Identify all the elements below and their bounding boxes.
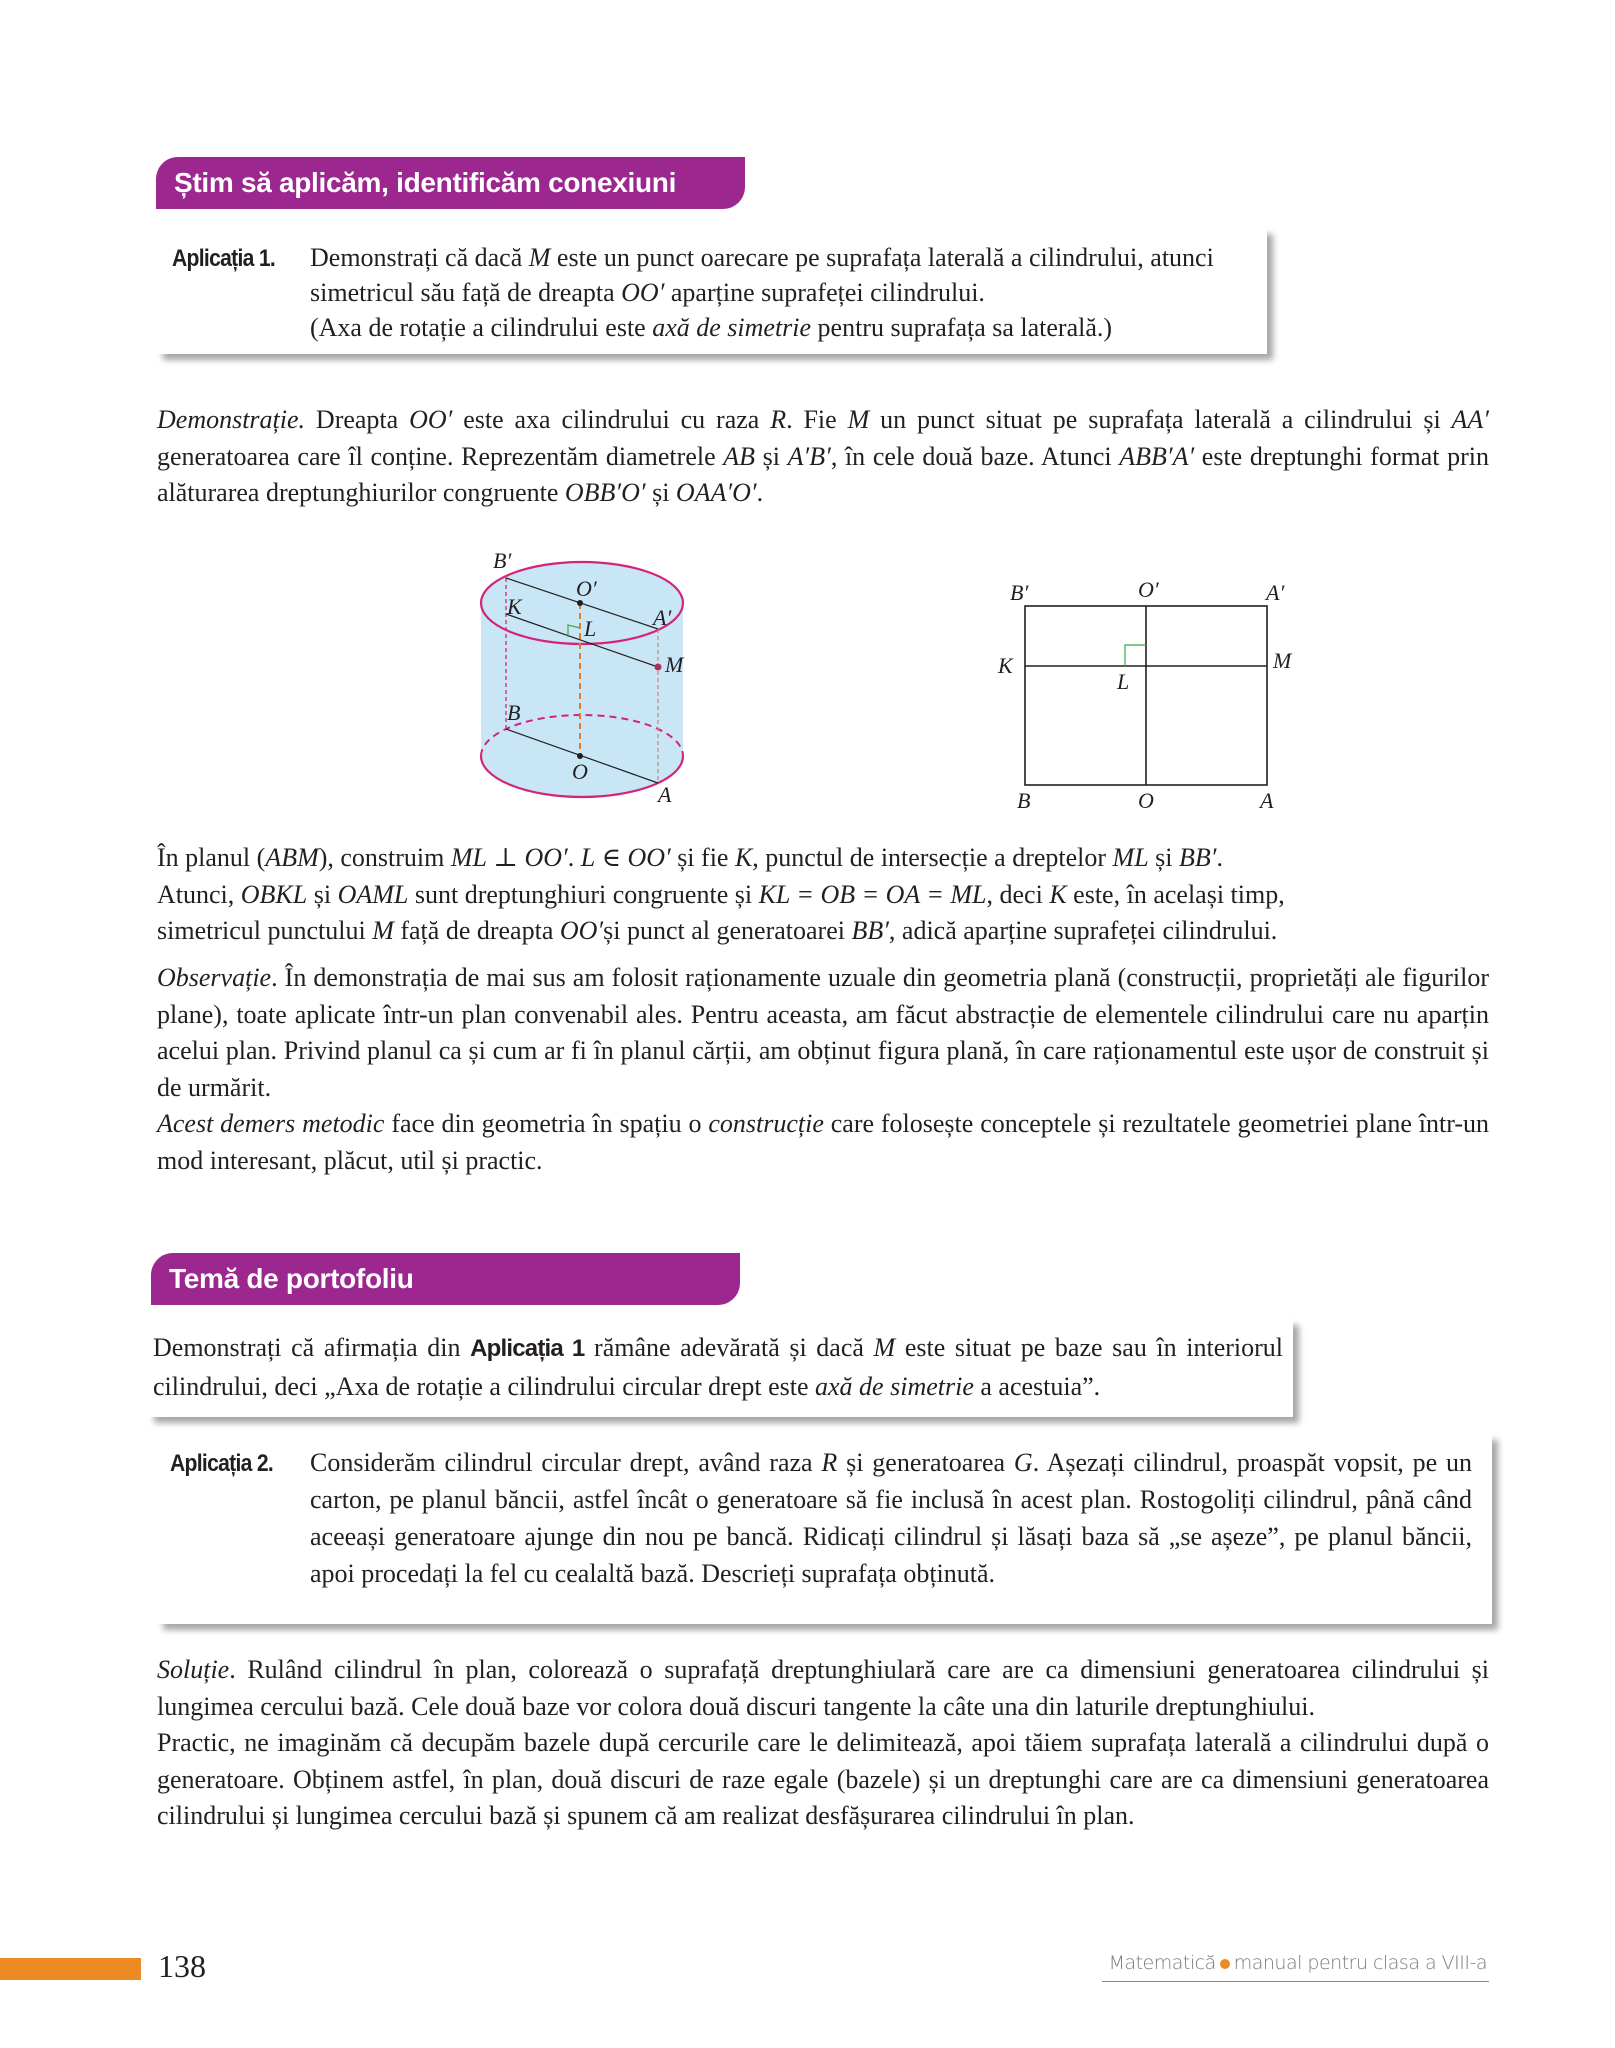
book-title: Matematică manual pentru clasa a VIII-a [1108, 1952, 1487, 1974]
label-b-prime: B′ [493, 548, 512, 573]
label-l: L [584, 616, 597, 641]
application-2-box [157, 1434, 1492, 1624]
demonstration-label: Demonstrație. [157, 405, 306, 434]
application-1-label: Aplicația 1. [172, 245, 276, 272]
application-1-text: Demonstrați că dacă M este un punct oarecare pe suprafața laterală a cilindrului, atunci simetricul său față de dreapta OO′ aparține suprafeței cilindrului. (Axa de rotație a cilindrului este axă de simetrie pentru suprafața sa laterală.) [310, 243, 1214, 342]
label-k: K [507, 594, 522, 619]
observation-paragraph: Observație. În demonstrația de mai sus am folosit raționamente uzuale din geometria plană (construcții, proprietăți ale figurilor plane), toate aplicate într-un plan convenabil ales. Pentru aceasta, am făcut abstracție de elementele cilindrului care nu aparțin acelui plan. Privind planul ca și cum ar fi în planul cărții, am obținut figura plană, în care raționamentul este ușor de construit și de urmărit. Acest demers metodic face din geometria în spațiu o construcție care folosește conceptele și rezultatele geometriei plane într-un mod interesant, plăcut, util și practic. [157, 963, 1490, 1175]
label-o-prime: O′ [576, 576, 597, 601]
label-b: B [507, 700, 521, 725]
rect-label-b-prime: B′ [1010, 580, 1029, 605]
rect-label-a: A [1260, 788, 1274, 813]
demonstration-paragraph: Demonstrație. Dreapta OO′ este axa cilindrului cu raza R. Fie M un punct situat pe suprafața laterală a cilindrului și AA′ generatoarea care îl conține. Reprezentăm diametrele AB și A′B′, în cele două baze. Atunci ABB′A′ este dreptunghi format prin alăturarea dreptunghiurilor congruente OBB′O′ și OAA′O′. [157, 405, 1489, 507]
solution-paragraph: Soluție. Rulând cilindrul în plan, colorează o suprafață dreptunghiulară care are ca dimensiuni generatoarea cilindrului și lungimea cercului bază. Cele două baze vor colora două discuri tangente la câte una din laturile dreptunghiului. Practic, ne imaginăm că decupăm bazele după cercurile care le delimitează, apoi tăiem suprafața laterală a cilindrului după o generatoare. Obținem astfel, în plan, două discuri de raze egale (bazele) și un dreptunghi care are ca dimensiuni generatoarea cilindrului și lungimea cercului bază și spunem că am realizat desfășurarea cilindrului în plan. [157, 1655, 1489, 1830]
label-a-prime: A′ [653, 605, 672, 630]
footer-accent-bar [0, 1958, 141, 1980]
observation-label: Observație [157, 963, 272, 992]
cylinder-figure [460, 540, 720, 820]
footer-rule [1102, 1981, 1489, 1982]
page-number: 138 [158, 1948, 206, 1984]
label-o: O [572, 759, 588, 784]
rect-label-m: M [1273, 648, 1292, 673]
portfolio-box: Demonstrați că afirmația din Aplicația 1 rămâne adevărată și dacă M este situat pe baze sau în interiorul cilindrului, deci „Axa de rotație a cilindrului circular drept este axă de simetrie a acestuia”. [148, 1319, 1293, 1417]
section-title: Temă de portofoliu [169, 1263, 414, 1294]
rectangle-figure [980, 560, 1310, 820]
label-m: M [665, 652, 684, 677]
section-title: Știm să aplicăm, identificăm conexiuni [174, 167, 677, 198]
solution-label: Soluție [157, 1655, 230, 1684]
rect-label-o-prime: O′ [1138, 577, 1159, 602]
rect-label-o: O [1138, 788, 1154, 813]
construction-paragraph: În planul (ABM), construim ML ⊥ OO′. L ∈ OO′ și fie K, punctul de intersecție a dreptelor ML și BB′. Atunci, OBKL și OAML sunt dreptunghiuri congruente și KL = OB = OA = ML, deci K este, în același timp, simetricul punctului M față de dreapta OO′și punct al generatoarei BB′, adică aparține suprafeței cilindrului. [157, 843, 1285, 945]
application-2-text: Considerăm cilindrul circular drept, având raza R și generatoarea G. Așezați cilindrul, proaspăt vopsit, pe un carton, pe planul băncii, astfel încât o generatoare să fie inclusă în acest plan. Rostogoliți cilindrul, până când aceeași generatoare ajunge din nou pe bancă. Ridicați cilindrul și lăsați baza să „se așeze”, pe planul băncii, apoi procedați la fel cu cealaltă bază. Descrieți suprafața obținută. [310, 1448, 1473, 1588]
rect-label-k: K [998, 653, 1013, 678]
application-2-label: Aplicația 2. [170, 1450, 274, 1477]
application-1-box [157, 228, 1267, 354]
label-a: A [658, 782, 672, 807]
rect-label-l: L [1117, 669, 1130, 694]
section-header-apply [156, 157, 745, 209]
rect-label-b: B [1017, 788, 1031, 813]
rect-label-a-prime: A′ [1266, 580, 1285, 605]
bullet-dot-icon [1220, 1959, 1230, 1969]
section-header-portfolio [151, 1253, 740, 1305]
